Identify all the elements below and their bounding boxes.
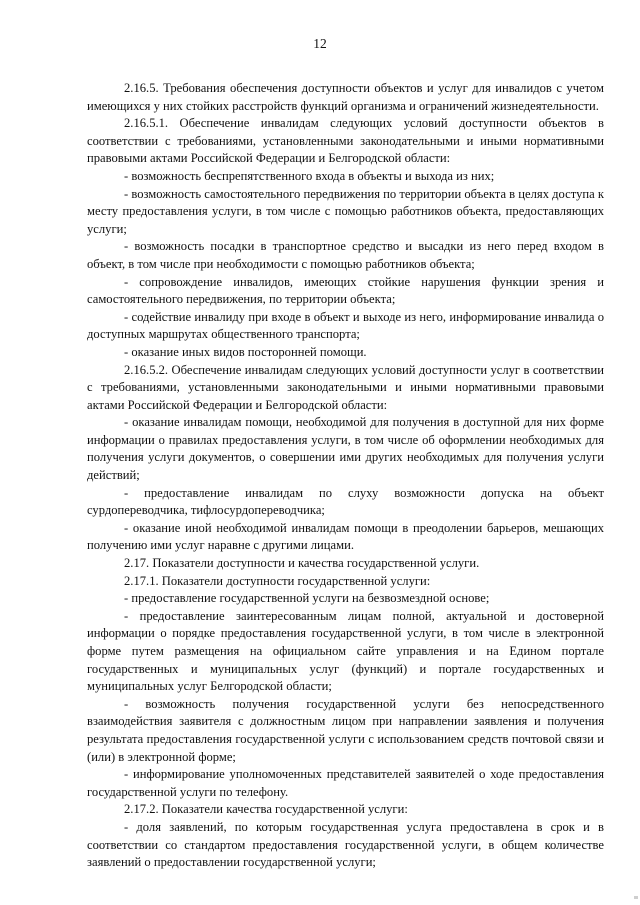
paragraph: 2.17.2. Показатели качества государственной услуги: bbox=[124, 802, 408, 817]
paragraph: - информирование уполномоченных представителей заявителей о ходе предоставления государственной услуги по телефону. bbox=[87, 767, 604, 799]
paragraph: - предоставление государственной услуги на безвозмездной основе; bbox=[124, 591, 490, 606]
paragraph: 2.17.1. Показатели доступности государственной услуги: bbox=[124, 573, 431, 588]
paragraph: - предоставление инвалидам по слуху возможности допуска на объект сурдопереводчика, тифлосурдопереводчика; bbox=[87, 485, 604, 518]
paragraph: - предоставление заинтересованным лицам полной, актуальной и достоверной информации о порядке предоставления государственной услуги, в том числе в электронной форме путем размещения на официальном сайте управления и на Едином портале государственных и муниципальных услуг (функций) и портале государственных и муниципальных услуг Белгородской области; bbox=[87, 608, 604, 694]
paragraph: 2.17. Показатели доступности и качества государственной услуги. bbox=[124, 556, 480, 571]
paragraph: - возможность беспрепятственного входа в объекты и выхода из них; bbox=[124, 168, 495, 183]
document-body bbox=[87, 80, 604, 872]
paragraph: 2.16.5. Требования обеспечения доступности объектов и услуг для инвалидов с учетом имеющихся у них стойких расстройств функций организма и ограничений жизнедеятельности. bbox=[87, 81, 604, 113]
paragraph: - доля заявлений, по которым государственная услуга предоставлена в срок и в соответствии со стандартом предоставления государственной услуги, в общем количестве заявлений о предоставлении государственной услуги; bbox=[87, 819, 604, 870]
paragraph: - оказание иной необходимой инвалидам помощи в преодолении барьеров, мешающих получению ими услуг наравне с другими лицами. bbox=[87, 520, 604, 553]
paragraph: 2.16.5.1. Обеспечение инвалидам следующих условий доступности объектов в соответствии с требованиями, установленными законодательными и иными нормативными правовыми актами Российской Федерации и Белгородской области: bbox=[87, 116, 604, 166]
paragraph: - возможность получения государственной услуги без непосредственного взаимодействия заявителя с должностным лицом при направлении заявления и получения результата предоставления государственной услуги с использованием средств почтовой связи и (или) в электронной форме; bbox=[87, 696, 604, 764]
paragraph: - оказание инвалидам помощи, необходимой для получения в доступной для них форме информации о правилах предоставления услуги, в том числе об оформлении необходимых для получения услуги документов, о совершении ими других необходимых для получения услуги действий; bbox=[87, 415, 604, 483]
paragraph: - оказание иных видов посторонней помощи. bbox=[124, 344, 367, 359]
paragraph: - возможность посадки в транспортное средство и высадки из него перед входом в объект, в том числе при необходимости с помощью работников объекта; bbox=[87, 239, 604, 271]
page-number: 12 bbox=[313, 36, 327, 51]
paragraph: 2.16.5.2. Обеспечение инвалидам следующих условий доступности услуг в соответствии с требованиями, установленными законодательными и иными нормативными правовыми актами Российской Федерации и Белгородской области: bbox=[87, 362, 604, 412]
paragraph: - содействие инвалиду при входе в объект и выходе из него, информирование инвалида о доступных маршрутах общественного транспорта; bbox=[87, 309, 604, 342]
scan-artifact bbox=[634, 896, 638, 899]
paragraph: - возможность самостоятельного передвижения по территории объекта в целях доступа к месту предоставления услуги, в том числе с помощью работников объекта, предоставляющих услуги; bbox=[87, 186, 604, 236]
paragraph: - сопровождение инвалидов, имеющих стойкие нарушения функции зрения и самостоятельного передвижения, по территории объекта; bbox=[87, 274, 604, 307]
